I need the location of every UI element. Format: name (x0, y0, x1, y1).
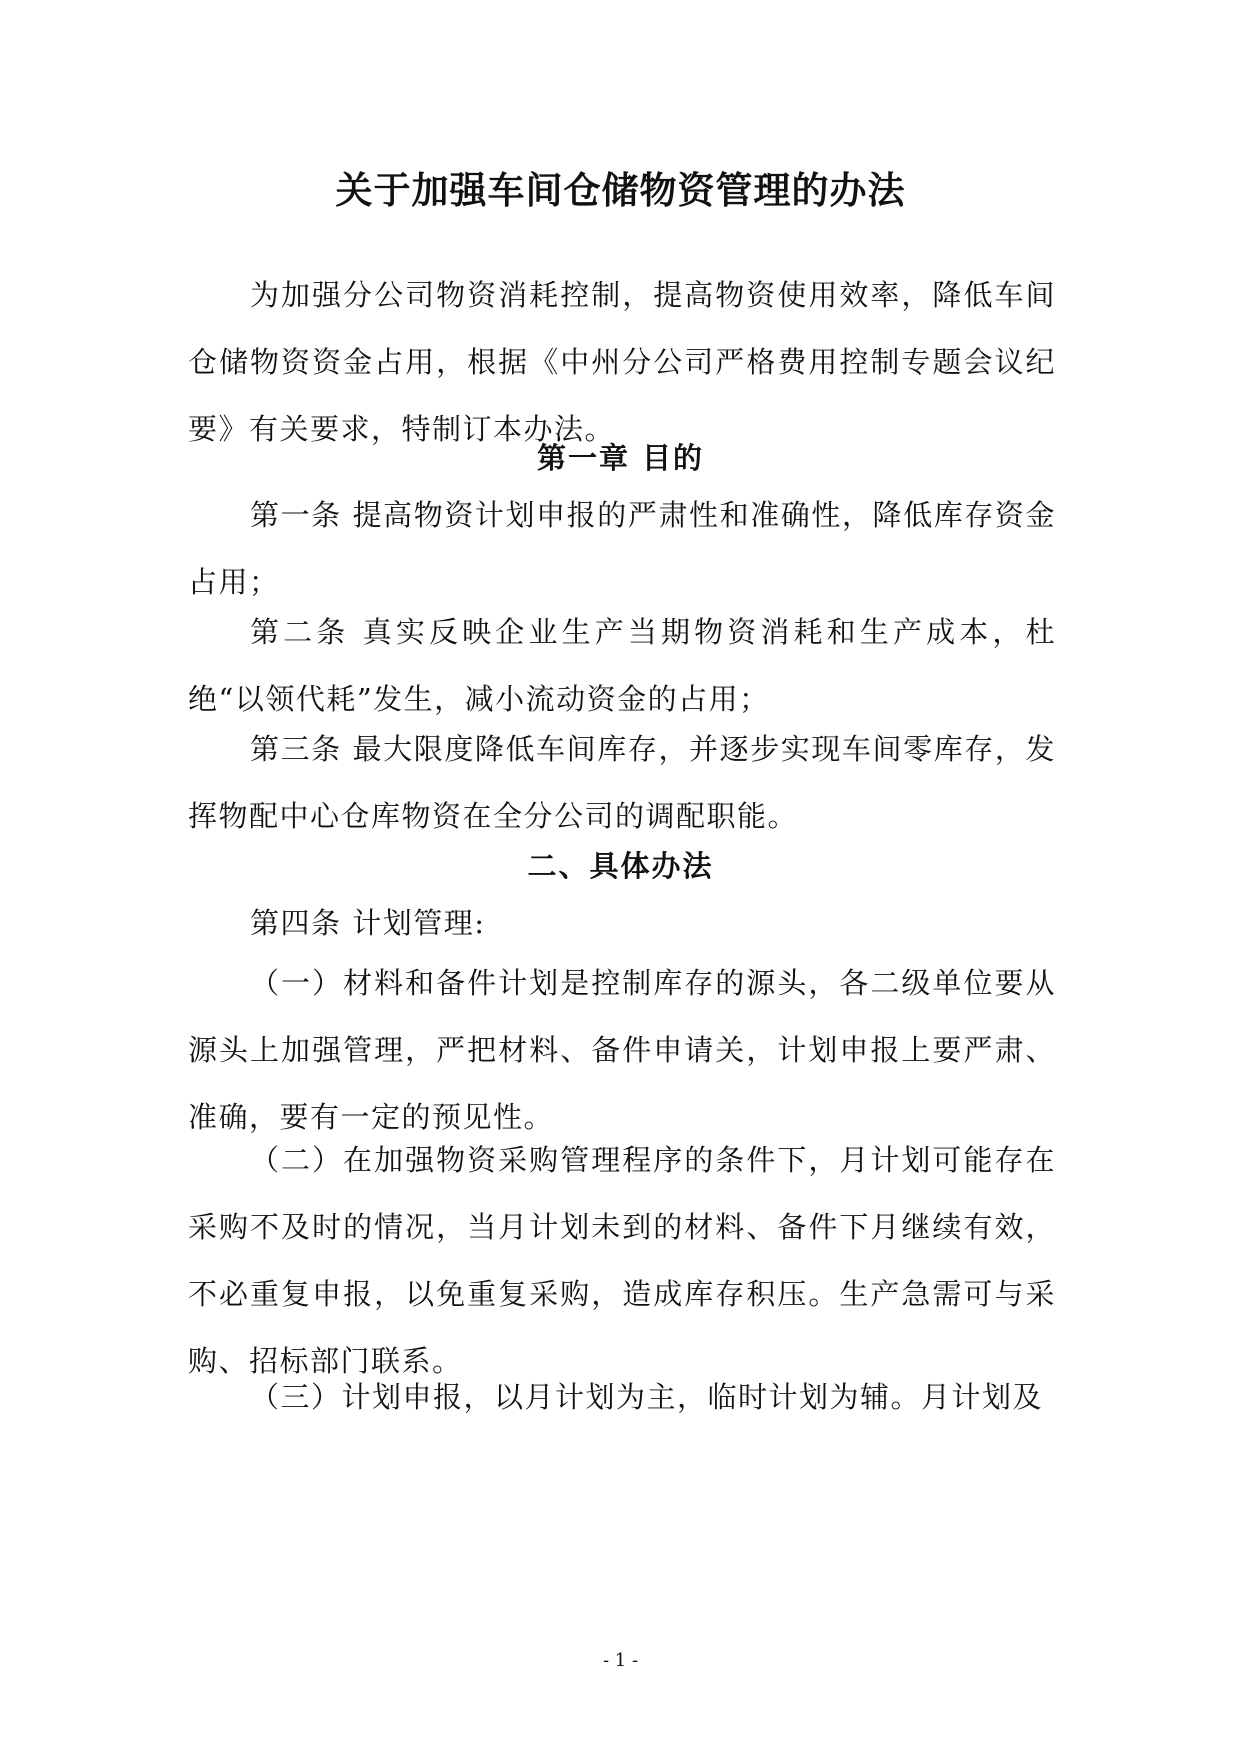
page-number: - 1 - (602, 1650, 639, 1671)
article-1: 第一条 提高物资计划申报的严肃性和准确性，降低库存资金占用； (188, 498, 1056, 599)
list-item: （一）材料和备件计划是控制库存的源头，各二级单位要从源头上加强管理，严把材料、备件申请关，计划申报上要严肃、准确，要有一定的预见性。 (188, 966, 1056, 1134)
article-3: 第三条 最大限度降低车间库存，并逐步实现车间零库存，发挥物配中心仓库物资在全分公司的调配职能。 (188, 732, 1056, 833)
document-title: 关于加强车间仓储物资管理的办法 (335, 168, 906, 212)
list-item: （二）在加强物资采购管理程序的条件下，月计划可能存在采购不及时的情况，当月计划未到的材料、备件下月继续有效，不必重复申报，以免重复采购，造成库存积压。生产急需可与采购、招标部门联系。 (188, 1143, 1056, 1378)
article-2: 第二条 真实反映企业生产当期物资消耗和生产成本，杜绝“以领代耗”发生，减小流动资金的占用； (188, 615, 1056, 716)
chapter-heading-methods: 二、具体办法 (527, 849, 714, 883)
chapter-heading-purpose: 第一章 目的 (536, 441, 705, 475)
list-item: （三）计划申报，以月计划为主，临时计划为辅。月计划及 (250, 1380, 1044, 1414)
intro-paragraph: 为加强分公司物资消耗控制，提高物资使用效率，降低车间仓储物资资金占用，根据《中州分公司严格费用控制专题会议纪要》有关要求，特制订本办法。 (188, 278, 1056, 446)
article-4: 第四条 计划管理: (250, 906, 486, 940)
